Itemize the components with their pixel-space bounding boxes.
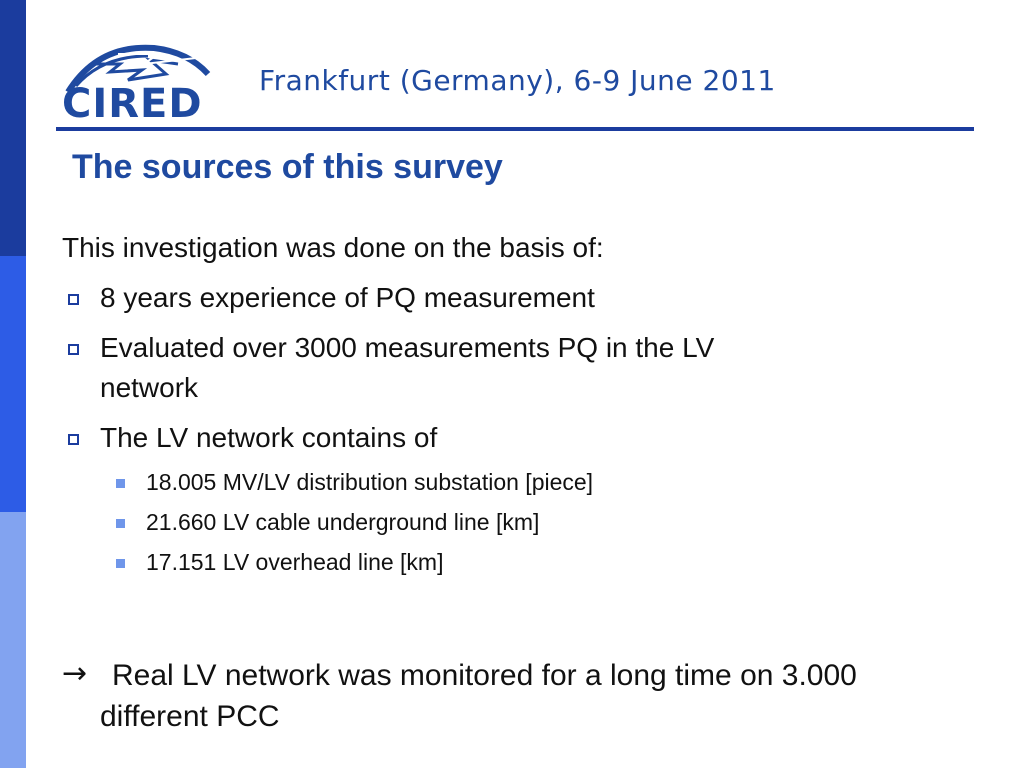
conference-header: Frankfurt (Germany), 6-9 June 2011 [259, 64, 776, 97]
slide-title: The sources of this survey [72, 148, 503, 186]
right-arrow-icon: → [62, 656, 88, 691]
bullet-text-continued: network [100, 372, 199, 403]
conclusion-text-continued: different PCC [100, 700, 280, 733]
filled-square-bullet-icon [116, 559, 125, 568]
header-divider [56, 127, 974, 131]
side-color-bar [0, 0, 26, 768]
bullet-text: The LV network contains of [100, 422, 438, 453]
filled-square-bullet-icon [116, 519, 125, 528]
filled-square-bullet-icon [116, 479, 125, 488]
bullet-text: Evaluated over 3000 measurements PQ in the LV [100, 332, 715, 363]
conclusion-text: Real LV network was monitored for a long time on 3.000 [112, 659, 857, 692]
cired-logo [58, 34, 218, 127]
sub-bullet-text: 21.660 LV cable underground line [km] [146, 509, 540, 535]
sub-bullet-text: 17.151 LV overhead line [km] [146, 549, 444, 575]
square-bullet-icon [68, 434, 79, 445]
square-bullet-icon [68, 294, 79, 305]
intro-text: This investigation was done on the basis of: [62, 232, 604, 263]
bullet-text: 8 years experience of PQ measurement [100, 282, 595, 313]
side-bar-light-segment [0, 512, 26, 768]
side-bar-dark-segment [0, 0, 26, 256]
sub-bullet-text: 18.005 MV/LV distribution substation [piece] [146, 469, 594, 495]
logo-text: CIRED [62, 81, 203, 127]
square-bullet-icon [68, 344, 79, 355]
side-bar-mid-segment [0, 256, 26, 512]
